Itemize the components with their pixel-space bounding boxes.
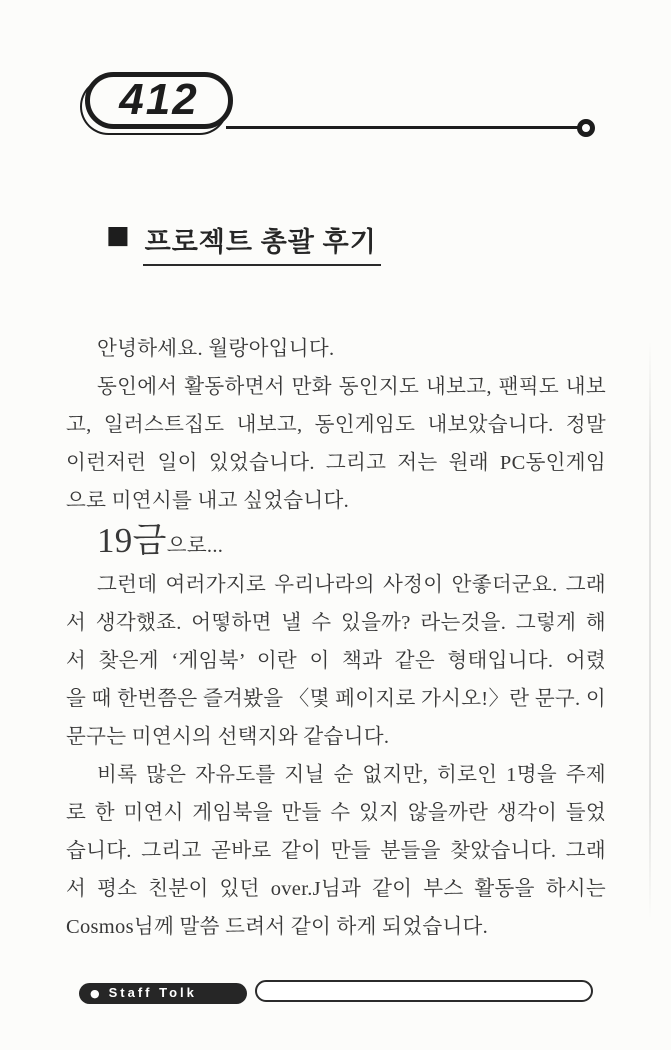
body-line: 서 평소 친분이 있던 over.J님과 같이 부스 활동을 하시는: [66, 878, 606, 900]
page-number-badge: [85, 72, 233, 129]
line-end-circle-icon: [577, 119, 595, 137]
body-line: 고, 일러스트집도 내보고, 동인게임도 내보았습니다. 정말: [66, 414, 606, 436]
body-line: 서 생각했죠. 어떻하면 낼 수 있을까? 라는것을. 그렇게 해: [66, 612, 606, 634]
body-line: 으로 미연시를 내고 싶었습니다.: [66, 490, 350, 512]
body-text: [66, 330, 606, 946]
section-header: [106, 220, 381, 266]
body-line: Cosmos님께 말씀 드려서 같이 하게 되었습니다.: [66, 916, 489, 938]
body-line: 이런저런 일이 있었습니다. 그리고 저는 원래 PC동인게임: [66, 452, 606, 474]
body-line: 습니다. 그리고 곧바로 같이 만들 분들을 찾았습니다. 그래: [66, 840, 606, 862]
body-line: 동인에서 활동하면서 만화 동인지도 내보고, 팬픽도 내보: [97, 376, 606, 398]
decorative-rule-line: [226, 126, 581, 129]
body-line: 비록 많은 자유도를 지닐 순 없지만, 히로인 1명을 주제: [97, 764, 606, 786]
body-line: 로 한 미연시 게임북을 만들 수 있지 않을까란 생각이 들었: [66, 802, 606, 824]
body-line: 서 찾은게 ‘게임북’ 이란 이 책과 같은 형태입니다. 어렸: [66, 650, 606, 672]
page-number: 412: [119, 74, 199, 124]
staff-talk-badge: [79, 983, 247, 1004]
footer-empty-box: [255, 980, 593, 1002]
section-title: 프로젝트 총괄 후기: [143, 220, 381, 266]
section-marker-square-icon: ■: [106, 220, 130, 249]
body-line-part: 19금: [97, 521, 167, 560]
bullet-icon: ●: [90, 987, 100, 1000]
body-line-part: 으로...: [166, 535, 224, 557]
body-line: [66, 520, 606, 566]
staff-talk-label: Staff Tolk: [108, 985, 197, 1000]
scan-edge-artifact: [649, 340, 651, 920]
body-line: 을 때 한번쯤은 즐겨봤을 〈몇 페이지로 가시오!〉란 문구. 이: [66, 688, 606, 710]
body-line: 안녕하세요. 월랑아입니다.: [97, 338, 335, 360]
body-line: 그런데 여러가지로 우리나라의 사정이 안좋더군요. 그래: [97, 574, 606, 596]
body-line: 문구는 미연시의 선택지와 같습니다.: [66, 726, 390, 748]
